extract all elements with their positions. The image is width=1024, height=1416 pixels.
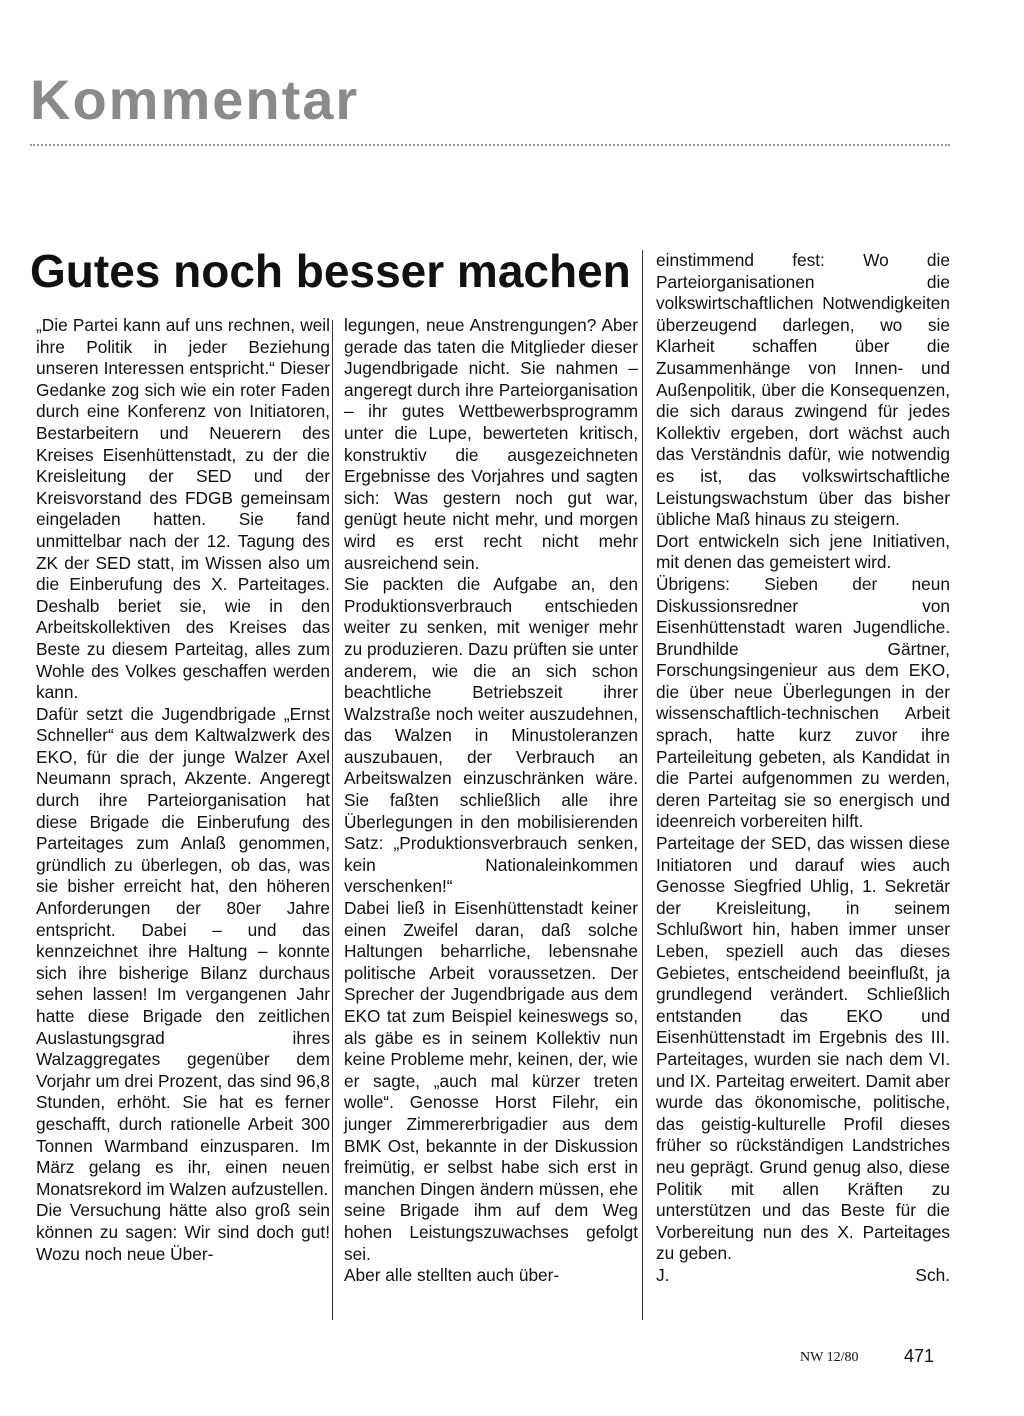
paragraph: einstimmend fest: Wo die Parteiorganisationen die volkswirtschaftlichen Notwendigkeiten überzeugend darlegen, wo sie Klarheit schaffen über die Zusammenhänge von Innen- und Außenpolitik, über die Konsequenzen, die sich daraus zwingend für jedes Kollektiv ergeben, dort wächst auch das Verständnis dafür, wie notwendig es ist, das volkswirtschaftliche Leistungswachstum über das bisher übliche Maß hinaus zu steigern. <box>656 250 950 530</box>
paragraph: Sie packten die Aufgabe an, den Produktionsverbrauch entschieden weiter zu senken, mit weniger mehr zu produzieren. Dazu prüften sie unter anderem, wie die an sich schon beachtliche Betriebszeit ihrer Walzstraße noch weiter auszudehnen, das Walzen in Minustoleranzen auszubauen, der Verbrauch an Arbeitswalzen einzuschränken wäre. Sie faßten schließlich alle ihre Überlegungen in den mobilisierenden Satz: „Produktionsverbrauch senken, kein Nationaleinkommen verschenken!“ <box>344 574 638 897</box>
page-number: 471 <box>904 1346 935 1366</box>
column-divider <box>332 320 333 1320</box>
paragraph: „Die Partei kann auf uns rechnen, weil ihre Politik in jeder Beziehung unseren Interessen entspricht.“ Dieser Gedanke zog sich wie ein roter Faden durch eine Konferenz von Initiatoren, Bestarbeitern und Neuerern des Kreises Eisenhüttenstadt, zu der die Kreisleitung der SED und der Kreisvorstand des FDGB gemeinsam eingeladen hatten. Sie fand unmittelbar nach der 12. Tagung des ZK der SED statt, im Wissen also um die Einberufung des X. Parteitages. Deshalb beriet sie, wie in den Arbeitskollektiven des Kreises das Beste zu diesem Parteitag, alles zum Wohle des Volkes geschaffen werden kann. <box>36 315 330 703</box>
article-column-1 <box>36 315 330 1265</box>
section-divider <box>30 144 950 146</box>
section-title: Kommentar <box>30 68 360 131</box>
paragraph: Parteitage der SED, das wissen diese Initiatoren und darauf wies auch Genosse Siegfried Uhlig, 1. Sekretär der Kreisleitung, in seinem Schlußwort hin, haben immer unser Leben, speziell auch das dieses Gebietes, entscheidend beeinflußt, ja grundlegend verändert. Schließlich entstanden das EKO und Eisenhüttenstadt im Ergebnis des III. Parteitages, wurden sie nach dem VI. und IX. Parteitag erweitert. Damit aber wurde das ökonomische, politische, das geistig-kulturelle Profil dieses früher so rückständigen Landstriches neu geprägt. Grund genug also, diese Politik mit allen Kräften zu unterstützen und das Beste für die Vorbereitung nun des X. Parteitages zu geben. <box>656 833 950 1264</box>
paragraph: legungen, neue Anstrengungen? Aber gerade das taten die Mitglieder dieser Jugendbrigade nicht. Sie nahmen – angeregt durch ihre Parteiorganisation – ihr gutes Wettbewerbsprogramm unter die Lupe, bewerteten kritisch, konstruktiv die ausgezeichneten Ergebnisse des Vorjahres und sagten sich: Was gestern noch gut war, genügt heute nicht mehr, und morgen wird es erst recht nicht mehr ausreichend sein. <box>344 315 638 573</box>
paragraph: Übrigens: Sieben der neun Diskussionsredner von Eisenhüttenstadt waren Jugendliche. Brundhilde Gärtner, Forschungsingenieur aus dem EKO, die über neue Überlegungen in der wissenschaftlich-technischen Arbeit sprach, hatte kurz zuvor ihre Parteileitung gebeten, als Kandidat in die Partei aufgenommen zu werden, deren Parteitag sie so energisch und ideenreich vorbereiten hilft. <box>656 573 950 832</box>
signature-line <box>656 1265 950 1287</box>
paragraph: Dort entwickeln sich jene Initiativen, mit denen das gemeistert wird. <box>656 530 950 573</box>
issue-label: NW 12/80 <box>800 1350 859 1365</box>
article-column-2 <box>344 315 638 1287</box>
column-divider <box>642 250 643 1320</box>
paragraph: Dafür setzt die Jugendbrigade „Ernst Schneller“ aus dem Kaltwalzwerk des EKO, für die der junge Walzer Axel Neumann sprach, Akzente. Angeregt durch ihre Parteiorganisation hat diese Brigade die Einberufung des Parteitages zum Anlaß genommen, gründlich zu überlegen, ob das, was sie bisher erreicht hat, den höheren Anforderungen der 80er Jahre entspricht. Dabei – und das kennzeichnet ihre Haltung – konnte sich ihre bisherige Bilanz durchaus sehen lassen! Im vergangenen Jahr hatte diese Brigade den zeitlichen Auslastungsgrad ihres Walzaggregates gegenüber dem Vorjahr um drei Prozent, das sind 96,8 Stunden, erhöht. Sie hat es ferner geschafft, durch rationelle Arbeit 300 Tonnen Warmband einzusparen. Im März gelang es ihr, einen neuen Monatsrekord im Walzen aufzustellen. <box>36 703 330 1199</box>
paragraph: Die Versuchung hätte also groß sein können zu sagen: Wir sind doch gut! Wozu noch neue Über- <box>36 1200 330 1264</box>
author-initials: J. Sch. <box>656 1264 950 1285</box>
article-headline: Gutes noch besser machen <box>30 245 631 297</box>
paragraph: Dabei ließ in Eisenhüttenstadt keiner einen Zweifel daran, daß solche Haltungen beharrliche, lebensnahe politische Arbeit voraussetzen. Der Sprecher der Jugendbrigade aus dem EKO tat zum Beispiel keineswegs so, als gäbe es in seinem Kollektiv nun keine Probleme mehr, keinen, der, wie er sagte, „auch mal kürzer treten wolle“. Genosse Horst Filehr, ein junger Zimmererbrigadier aus dem BMK Ost, bekannte in der Diskussion freimütig, er selbst habe sich erst in manchen Dingen ändern müssen, ehe seine Brigade ihm auf dem Weg hohen Leistungszuwachses gefolgt sei. <box>344 898 638 1264</box>
article-column-3 <box>656 250 950 1287</box>
paragraph: Aber alle stellten auch über- <box>344 1265 560 1286</box>
